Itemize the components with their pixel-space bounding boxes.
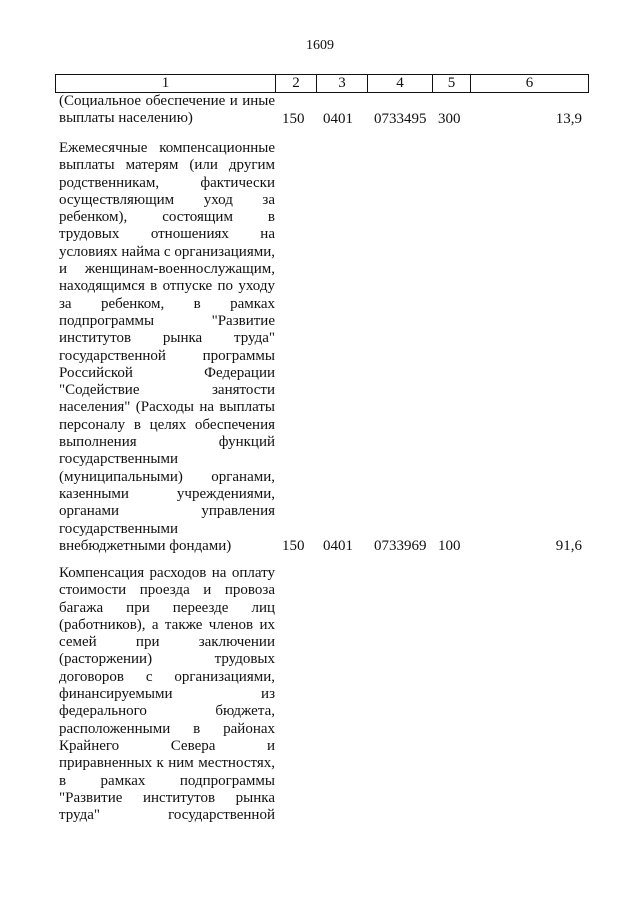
description-line: расположенными в районах bbox=[59, 720, 275, 737]
header-col-3: 3 bbox=[317, 75, 368, 93]
description-line: персоналу в целях обеспечения bbox=[59, 416, 275, 433]
description-line: "Развитие институтов рынка bbox=[59, 789, 275, 806]
row-sum: 91,6 bbox=[555, 537, 582, 554]
row-vr: 300 bbox=[438, 110, 461, 127]
description-line: (расторжении) трудовых bbox=[59, 651, 275, 668]
description-line: за ребенком, в рамках bbox=[59, 295, 275, 312]
description-line: договоров с организациями, bbox=[59, 668, 275, 685]
table-row bbox=[55, 140, 585, 555]
row-csr: 0733495 bbox=[374, 110, 427, 127]
description-line: "Содействие занятости bbox=[59, 382, 275, 399]
description-line: (муниципальными) органами, bbox=[59, 468, 275, 485]
description-line: выплаты матерям (или другим bbox=[59, 157, 275, 174]
page-number: 1609 bbox=[306, 38, 334, 53]
header-col-2: 2 bbox=[276, 75, 317, 93]
row-description bbox=[59, 565, 275, 824]
description-line: и женщинам-военнослужащим, bbox=[59, 261, 275, 278]
table-header bbox=[55, 74, 589, 93]
row-pr: 0401 bbox=[323, 110, 353, 127]
description-line: Ежемесячные компенсационные bbox=[59, 140, 275, 156]
description-line: казенными учреждениями, bbox=[59, 485, 275, 502]
row-csr: 0733969 bbox=[374, 537, 427, 554]
description-line: родственникам, фактически bbox=[59, 174, 275, 191]
description-line: Российской Федерации bbox=[59, 364, 275, 381]
description-line: осуществляющим уход за bbox=[59, 191, 275, 208]
row-pr: 0401 bbox=[323, 537, 353, 554]
description-line: Крайнего Севера и bbox=[59, 737, 275, 754]
description-line: труда" государственной bbox=[59, 807, 275, 824]
header-col-1: 1 bbox=[56, 75, 276, 93]
header-col-4: 4 bbox=[368, 75, 433, 93]
description-line: органами управления bbox=[59, 503, 275, 520]
row-rz: 150 bbox=[282, 537, 305, 554]
row-sum: 13,9 bbox=[555, 110, 582, 127]
row-description bbox=[59, 93, 275, 128]
table-row bbox=[55, 565, 585, 825]
description-line: условиях найма с организациями, bbox=[59, 243, 275, 260]
description-line: в рамках подпрограммы bbox=[59, 772, 275, 789]
description-line: Компенсация расходов на оплату bbox=[59, 565, 275, 581]
description-line: федерального бюджета, bbox=[59, 703, 275, 720]
row-vr: 100 bbox=[438, 537, 461, 554]
description-line: трудовых отношениях на bbox=[59, 226, 275, 243]
description-line: ребенком), состоящим в bbox=[59, 209, 275, 226]
description-line: приравненных к ним местностях, bbox=[59, 755, 275, 772]
description-line: находящимся в отпуске по уходу bbox=[59, 278, 275, 295]
description-line: выполнения функций bbox=[59, 434, 275, 451]
description-line: (Социальное обеспечение и иные bbox=[59, 93, 275, 109]
description-line: (работников), а также членов их bbox=[59, 616, 275, 633]
description-line: институтов рынка труда" bbox=[59, 330, 275, 347]
description-line: подпрограммы "Развитие bbox=[59, 312, 275, 329]
header-col-6: 6 bbox=[471, 75, 589, 93]
row-rz: 150 bbox=[282, 110, 305, 127]
header-col-5: 5 bbox=[433, 75, 471, 93]
row-description bbox=[59, 140, 275, 555]
description-line: государственными bbox=[59, 451, 178, 468]
description-line: семей при заключении bbox=[59, 634, 275, 651]
table-row bbox=[55, 93, 585, 128]
description-line: государственной программы bbox=[59, 347, 275, 364]
description-line: финансируемыми из bbox=[59, 686, 275, 703]
description-line: стоимости проезда и провоза bbox=[59, 582, 275, 599]
description-line: внебюджетными фондами) bbox=[59, 537, 232, 554]
description-line: населения" (Расходы на выплаты bbox=[59, 399, 275, 416]
description-line: багажа при переезде лиц bbox=[59, 599, 275, 616]
description-line: государственными bbox=[59, 520, 178, 537]
description-line: выплаты населению) bbox=[59, 110, 193, 127]
